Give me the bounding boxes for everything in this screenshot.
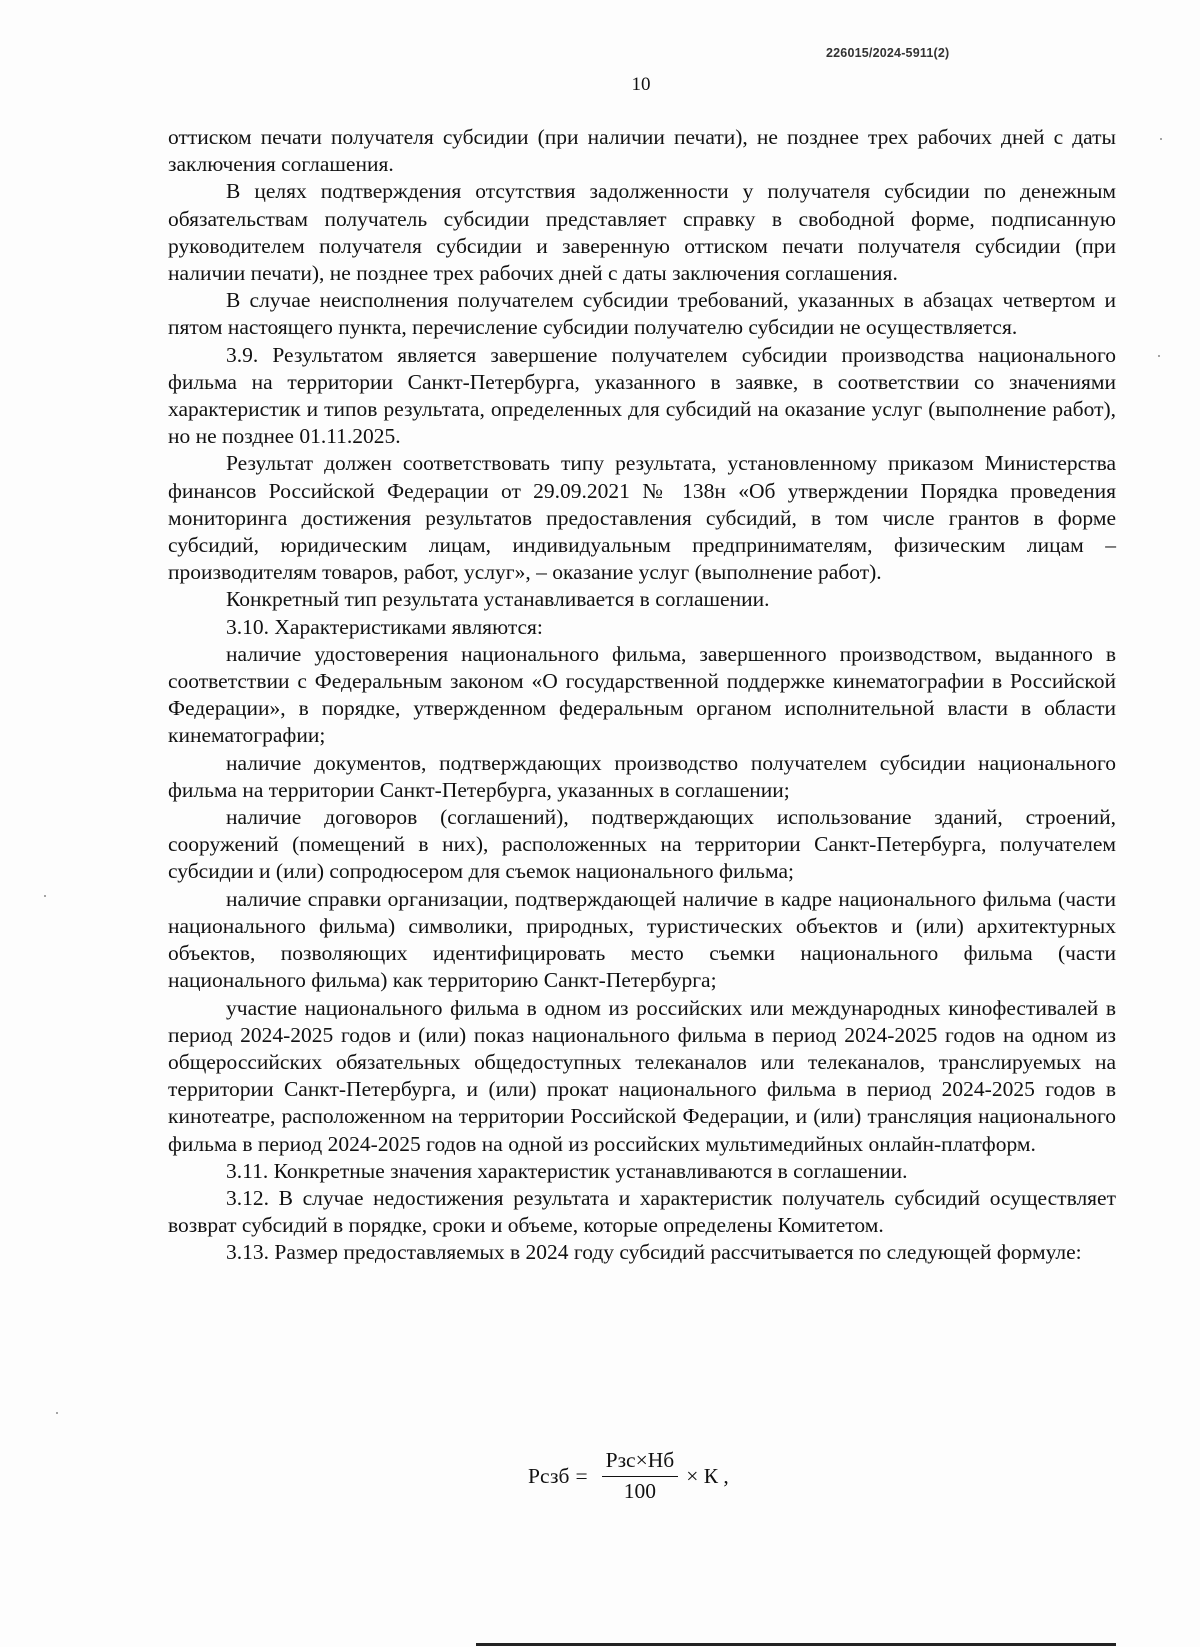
page-number: 10 bbox=[631, 74, 651, 95]
paragraph: 3.11. Конкретные значения характеристик устанавливаются в соглашении. bbox=[226, 1158, 908, 1183]
scan-speck bbox=[1160, 138, 1162, 140]
subsidy-formula bbox=[528, 1448, 729, 1504]
paragraph: наличие договоров (соглашений), подтверждающих использование зданий, строений, сооружений (помещений в них), расположенных на территории Санкт-Петербурга, получателем субсидии и (или) сопродюсером для съемок национального фильма; bbox=[168, 805, 1116, 884]
paragraph: 3.9. Результатом является завершение получателем субсидии производства национального фильма на территории Санкт-Петербурга, указанного в заявке, в соответствии со значениями характеристик и типов результата, определенных для субсидий на оказание услуг (выполнение работ), но не позднее 01.11.2025. bbox=[168, 342, 1116, 449]
paragraph: В случае неисполнения получателем субсидии требований, указанных в абзацах четвертом и пятом настоящего пункта, перечисление субсидии получателю субсидии не осуществляется. bbox=[168, 288, 1116, 340]
paragraph: участие национального фильма в одном из российских или международных кинофестивалей в период 2024-2025 годов и (или) показ национального фильма в период 2024-2025 годов на одном из общероссийских обязательных общедоступных телеканалов или телеканалов, транслируемых на территории Санкт-Петербурга, и (или) прокат национального фильма в период 2024-2025 годов в кинотеатре, расположенном на территории Российской Федерации, и (или) трансляция национального фильма в период 2024-2025 годов на одной из российских мультимедийных онлайн-платформ. bbox=[168, 995, 1116, 1156]
paragraph: оттиском печати получателя субсидии (при наличии печати), не позднее трех рабочих дней с даты заключения соглашения. bbox=[168, 125, 1116, 177]
bottom-rule bbox=[476, 1643, 1116, 1646]
formula-numerator: Рзс×Нб bbox=[602, 1448, 679, 1477]
scan-speck bbox=[44, 895, 46, 897]
formula-denominator: 100 bbox=[623, 1479, 657, 1503]
paragraph: 3.10. Характеристиками являются: bbox=[226, 614, 543, 639]
formula-equals: = bbox=[575, 1463, 588, 1488]
paragraph: наличие удостоверения национального фильма, завершенного производством, выданного в соответствии с Федеральным законом «О государственной поддержке кинематографии в Российской Федерации», в порядке, утвержденном федеральным органом исполнительной власти в области кинематографии; bbox=[168, 641, 1116, 748]
formula-tail: × К , bbox=[686, 1463, 729, 1488]
paragraph: 3.13. Размер предоставляемых в 2024 году субсидий рассчитывается по следующей формуле: bbox=[226, 1240, 1082, 1265]
formula-lhs: Рсзб bbox=[528, 1463, 570, 1488]
paragraph: Конкретный тип результата устанавливается в соглашении. bbox=[226, 587, 770, 612]
paragraph: 3.12. В случае недостижения результата и характеристик получатель субсидий осуществляет возврат субсидий в порядке, сроки и объеме, которые определены Комитетом. bbox=[168, 1185, 1116, 1238]
paragraph: наличие документов, подтверждающих производство получателем субсидии национального фильма на территории Санкт-Петербурга, указанных в соглашении; bbox=[168, 750, 1116, 802]
body-text bbox=[168, 124, 1116, 1267]
paragraph: В целях подтверждения отсутствия задолженности у получателя субсидии по денежным обязательствам получатель субсидии представляет справку в свободной форме, подписанную руководителем получателя субсидии и заверенную оттиском печати получателя субсидии (при наличии печати), не позднее трех рабочих дней с даты заключения соглашения. bbox=[168, 179, 1116, 286]
scan-speck bbox=[56, 1412, 58, 1414]
paragraph: наличие справки организации, подтверждающей наличие в кадре национального фильма (части национального фильма) символики, природных, туристических объектов и (или) архитектурных объектов, позволяющих идентифицировать место съемки национального фильма (части национального фильма) как территорию Санкт-Петербурга; bbox=[168, 886, 1116, 993]
scan-speck bbox=[1158, 355, 1160, 357]
document-id: 226015/2024-5911(2) bbox=[826, 46, 950, 60]
formula-fraction bbox=[602, 1448, 679, 1504]
paragraph: Результат должен соответствовать типу результата, установленному приказом Министерства финансов Российской Федерации от 29.09.2021 № 138н «Об утверждении Порядка проведения мониторинга достижения результатов предоставления субсидий, в том числе грантов в форме субсидий, юридическим лицам, индивидуальным предпринимателям, физическим лицам – производителям товаров, работ, услуг», – оказание услуг (выполнение работ). bbox=[168, 451, 1116, 585]
